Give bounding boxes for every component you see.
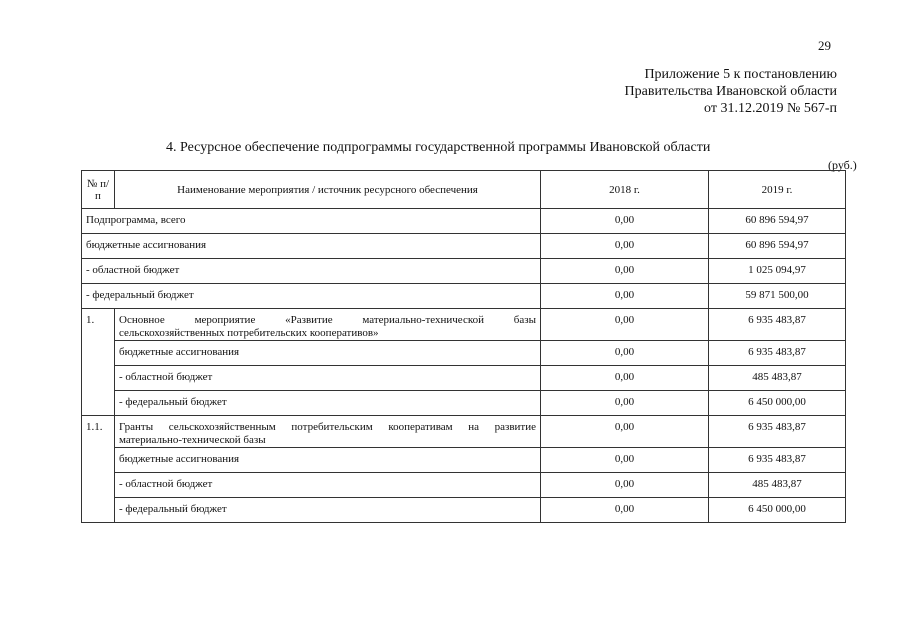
table-row bbox=[82, 234, 846, 259]
value-2018: 0,00 bbox=[541, 309, 709, 341]
section-title: 4. Ресурсное обеспечение подпрограммы государственной программы Ивановской области bbox=[166, 140, 711, 155]
value-2018: 0,00 bbox=[541, 209, 709, 234]
appendix-line-3: от 31.12.2019 № 567-п bbox=[704, 101, 837, 116]
table-row bbox=[82, 284, 846, 309]
appendix-line-2: Правительства Ивановской области bbox=[624, 84, 837, 99]
row-label: - федеральный бюджет bbox=[115, 391, 541, 416]
row-label: - федеральный бюджет bbox=[115, 498, 541, 523]
value-2019: 60 896 594,97 bbox=[709, 234, 846, 259]
value-2019: 1 025 094,97 bbox=[709, 259, 846, 284]
appendix-header bbox=[625, 66, 837, 117]
table-row bbox=[82, 391, 846, 416]
page-number: 29 bbox=[818, 38, 831, 53]
table-row bbox=[82, 498, 846, 523]
table-row bbox=[82, 309, 846, 341]
currency-unit: (руб.) bbox=[828, 158, 857, 172]
value-2019: 6 450 000,00 bbox=[709, 498, 846, 523]
value-2019: 6 935 483,87 bbox=[709, 341, 846, 366]
row-label: - областной бюджет bbox=[115, 473, 541, 498]
table-row bbox=[82, 473, 846, 498]
value-2019: 6 935 483,87 bbox=[709, 416, 846, 448]
appendix-line-1: Приложение 5 к постановлению bbox=[644, 67, 837, 82]
header-2018: 2018 г. bbox=[541, 171, 709, 209]
value-2018: 0,00 bbox=[541, 284, 709, 309]
row-number: 1.1. bbox=[82, 416, 115, 523]
value-2019: 6 935 483,87 bbox=[709, 309, 846, 341]
value-2018: 0,00 bbox=[541, 341, 709, 366]
value-2019: 59 871 500,00 bbox=[709, 284, 846, 309]
value-2019: 6 450 000,00 bbox=[709, 391, 846, 416]
value-2019: 60 896 594,97 bbox=[709, 209, 846, 234]
header-2019: 2019 г. bbox=[709, 171, 846, 209]
measure-title: Гранты сельскохозяйственным потребительским кооперативам на развитие материально-технической базы bbox=[115, 416, 541, 448]
row-label: - областной бюджет bbox=[115, 366, 541, 391]
row-label: - областной бюджет bbox=[82, 259, 541, 284]
header-num: № п/п bbox=[82, 171, 115, 209]
value-2019: 485 483,87 bbox=[709, 473, 846, 498]
measure-title: Основное мероприятие «Развитие материально-технической базы сельскохозяйственных потребительских кооперативов» bbox=[115, 309, 541, 341]
value-2018: 0,00 bbox=[541, 498, 709, 523]
value-2019: 6 935 483,87 bbox=[709, 448, 846, 473]
resource-table bbox=[81, 170, 846, 523]
table-row bbox=[82, 259, 846, 284]
row-label: бюджетные ассигнования bbox=[115, 341, 541, 366]
table-row bbox=[82, 341, 846, 366]
table-row bbox=[82, 416, 846, 448]
table-row bbox=[82, 366, 846, 391]
value-2018: 0,00 bbox=[541, 234, 709, 259]
table-row bbox=[82, 209, 846, 234]
table-header-row bbox=[82, 171, 846, 209]
table-row bbox=[82, 448, 846, 473]
row-label: бюджетные ассигнования bbox=[115, 448, 541, 473]
value-2018: 0,00 bbox=[541, 366, 709, 391]
row-label: бюджетные ассигнования bbox=[82, 234, 541, 259]
row-number: 1. bbox=[82, 309, 115, 416]
value-2018: 0,00 bbox=[541, 416, 709, 448]
value-2018: 0,00 bbox=[541, 391, 709, 416]
header-name: Наименование мероприятия / источник ресурсного обеспечения bbox=[115, 171, 541, 209]
value-2019: 485 483,87 bbox=[709, 366, 846, 391]
value-2018: 0,00 bbox=[541, 448, 709, 473]
row-label: Подпрограмма, всего bbox=[82, 209, 541, 234]
value-2018: 0,00 bbox=[541, 259, 709, 284]
value-2018: 0,00 bbox=[541, 473, 709, 498]
row-label: - федеральный бюджет bbox=[82, 284, 541, 309]
